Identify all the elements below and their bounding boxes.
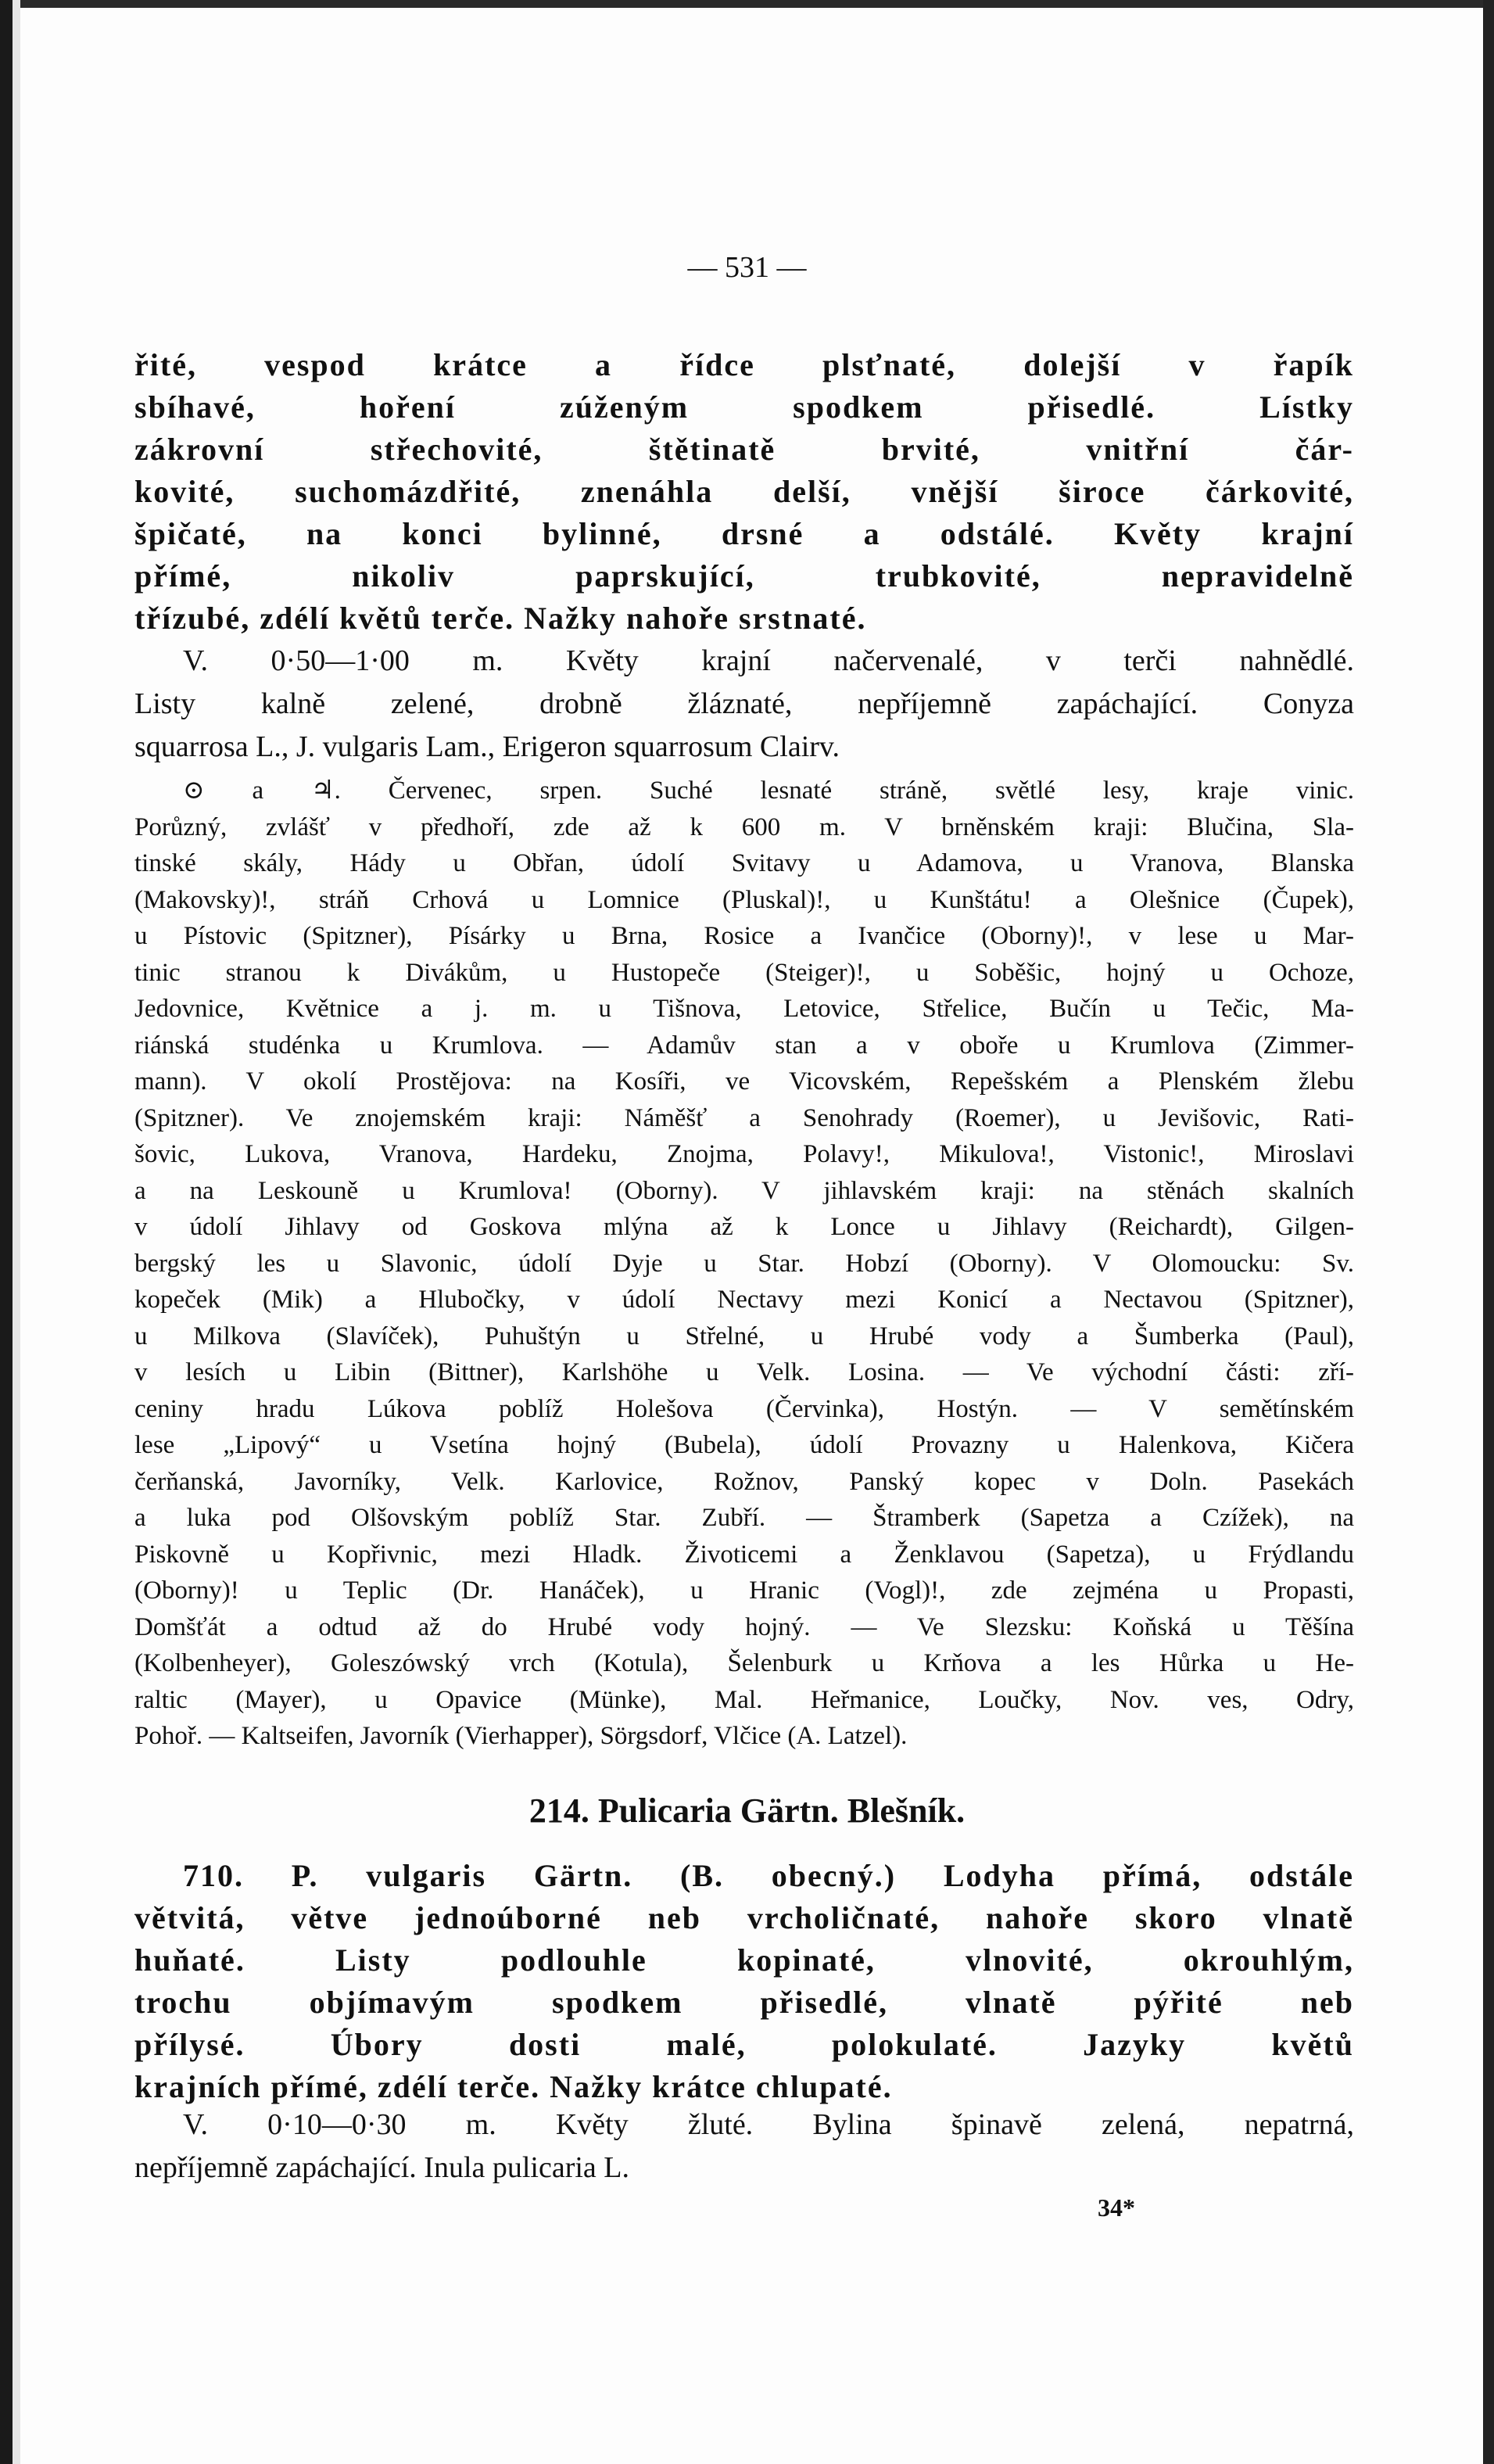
- text-line: šovic, Lukova, Vranova, Hardeku, Znojma, Polavy!, Mikulova!, Vistonic!, Miroslavi: [134, 1140, 1354, 1168]
- text-line: u Milkova (Slavíček), Puhuštýn u Střelné, u Hrubé vody a Šumberka (Paul),: [134, 1322, 1354, 1350]
- text-line: riánská studénka u Krumlova. — Adamův stan a v oboře u Krumlova (Zimmer-: [134, 1031, 1354, 1060]
- text-line: a luka pod Olšovským poblíž Star. Zubří. — Štramberk (Sapetza a Czížek), na: [134, 1504, 1354, 1532]
- text-line: kopeček (Mik) a Hlubočky, v údolí Nectavy mezi Konicí a Nectavou (Spitzner),: [134, 1286, 1354, 1314]
- text-line: větvitá, větve jednoúborné neb vrcholičnaté, nahoře skoro vlnatě: [134, 1900, 1354, 1935]
- text-line: Listy kalně zelené, drobně žláznaté, nepříjemně zapáchající. Conyza: [134, 687, 1354, 720]
- text-line: tinic stranou k Divákům, u Hustopeče (Steiger)!, u Soběšic, hojný u Ochoze,: [134, 958, 1354, 987]
- text-line: nepříjemně zapáchající. Inula pulicaria L.: [134, 2151, 630, 2184]
- distribution-block: [134, 773, 1354, 1755]
- top-scan-edge: [0, 0, 1494, 8]
- text-line: a na Leskouně u Krumlova! (Oborny). V jihlavském kraji: na stěnách skalních: [134, 1176, 1354, 1205]
- text-line: Jedovnice, Květnice a j. m. u Tišnova, Letovice, Střelice, Bučín u Tečic, Ma-: [134, 995, 1354, 1023]
- text-line: ceniny hradu Lúkova poblíž Holešova (Červinka), Hostýn. — V semětínském: [134, 1394, 1354, 1423]
- text-line: (Oborny)! u Teplic (Dr. Hanáček), u Hranic (Vogl)!, zde zejména u Propasti,: [134, 1576, 1354, 1605]
- text-line: V. 0·50—1·00 m. Květy krajní načervenalé, v terči nahnědlé.: [183, 644, 1354, 677]
- text-line: bergský les u Slavonic, údolí Dyje u Star. Hobzí (Oborny). V Olomoucku: Sv.: [134, 1249, 1354, 1278]
- text-line: raltic (Mayer), u Opavice (Münke), Mal. Heřmanice, Loučky, Nov. ves, Odry,: [134, 1685, 1354, 1714]
- text-line: třízubé, zdélí květů terče. Nažky nahoře srstnaté.: [134, 601, 867, 636]
- text-line: u Pístovic (Spitzner), Písárky u Brna, Rosice a Ivančice (Oborny)!, v lese u Mar-: [134, 922, 1354, 950]
- text-line: ⊙ a ♃. Červenec, srpen. Suché lesnaté stráně, světlé lesy, kraje vinic.: [183, 777, 1354, 805]
- text-line: v údolí Jihlavy od Goskova mlýna až k Lonce u Jihlavy (Reichardt), Gilgen-: [134, 1213, 1354, 1241]
- text-line: sbíhavé, hoření zúženým spodkem přisedlé. Lístky: [134, 389, 1354, 425]
- text-line: přímé, nikoliv paprskující, trubkovité, nepravidelně: [134, 558, 1354, 594]
- text-line: huňaté. Listy podlouhle kopinaté, vlnovité, okrouhlým,: [134, 1942, 1354, 1978]
- text-line: špičaté, na konci bylinné, drsné a odstálé. Květy krajní: [134, 516, 1354, 551]
- left-gutter: [13, 0, 20, 2464]
- text-line: Domšťát a odtud až do Hrubé vody hojný. — Ve Slezsku: Koňská u Těšína: [134, 1612, 1354, 1641]
- description-block-1: [134, 344, 1354, 640]
- text-line: řité, vespod krátce a řídce plsťnaté, dolejší v řapík: [134, 347, 1354, 382]
- text-line: tinské skály, Hády u Obřan, údolí Svitavy u Adamova, u Vranova, Blanska: [134, 849, 1354, 877]
- text-line: (Spitzner). Ve znojemském kraji: Náměšť a Senohrady (Roemer), u Jevišovic, Rati-: [134, 1103, 1354, 1132]
- text-line: mann). V okolí Prostějova: na Kosíři, ve Vicovském, Repešském a Plenském žlebu: [134, 1067, 1354, 1096]
- text-line: (Kolbenheyer), Goleszówský vrch (Kotula), Šelenburk u Krňova a les Hůrka u He-: [134, 1649, 1354, 1677]
- text-line: v lesích u Libin (Bittner), Karlshöhe u Velk. Losina. — Ve východní části: zří-: [134, 1358, 1354, 1386]
- text-line: trochu objímavým spodkem přisedlé, vlnatě pýřité neb: [134, 1985, 1354, 2020]
- text-line: čerňanská, Javorníky, Velk. Karlovice, Rožnov, Panský kopec v Doln. Pasekách: [134, 1467, 1354, 1496]
- left-binding-edge: [0, 0, 13, 2464]
- species-description: [134, 1855, 1354, 2108]
- text-line: lese „Lipový“ u Vsetína hojný (Bubela), údolí Provazny u Halenkova, Kičera: [134, 1431, 1354, 1459]
- text-line: zákrovní střechovité, štětinatě brvité, vnitřní čár-: [134, 432, 1354, 467]
- text-line: přílysé. Úbory dosti malé, polokulaté. Jazyky květů: [134, 2027, 1354, 2062]
- text-line: kovité, suchomázdřité, znenáhla delší, vnější široce čárkovité,: [134, 474, 1354, 509]
- text-line: Porůzný, zvlášť v předhoří, zde až k 600 m. V brněnském kraji: Blučina, Sla-: [134, 812, 1354, 841]
- text-line: V. 0·10—0·30 m. Květy žluté. Bylina špinavě zelená, nepatrná,: [183, 2108, 1354, 2141]
- right-scan-edge: [1483, 0, 1494, 2464]
- notes-block-1: [134, 640, 1354, 769]
- signature-mark: 34*: [1098, 2193, 1135, 2222]
- notes-block-2: [134, 2104, 1354, 2190]
- text-line: squarrosa L., J. vulgaris Lam., Erigeron squarrosum Clairv.: [134, 730, 840, 763]
- text-line: krajních přímé, zdélí terče. Nažky krátce chlupaté.: [134, 2069, 893, 2104]
- text-line: Piskovně u Kopřivnic, mezi Hladk. Životicemi a Ženklavou (Sapetza), u Frýdlandu: [134, 1540, 1354, 1569]
- text-line: Pohoř. — Kaltseifen, Javorník (Vierhapper), Sörgsdorf, Vlčice (A. Latzel).: [134, 1722, 908, 1750]
- text-line: 710. P. vulgaris Gärtn. (B. obecný.) Lodyha přímá, odstále: [183, 1858, 1354, 1893]
- text-line: (Makovsky)!, stráň Crhová u Lomnice (Pluskal)!, u Kunštátu! a Olešnice (Čupek),: [134, 885, 1354, 914]
- genus-heading: 214. Pulicaria Gärtn. Blešník.: [528, 1792, 966, 1830]
- page-number: — 531 —: [687, 251, 807, 284]
